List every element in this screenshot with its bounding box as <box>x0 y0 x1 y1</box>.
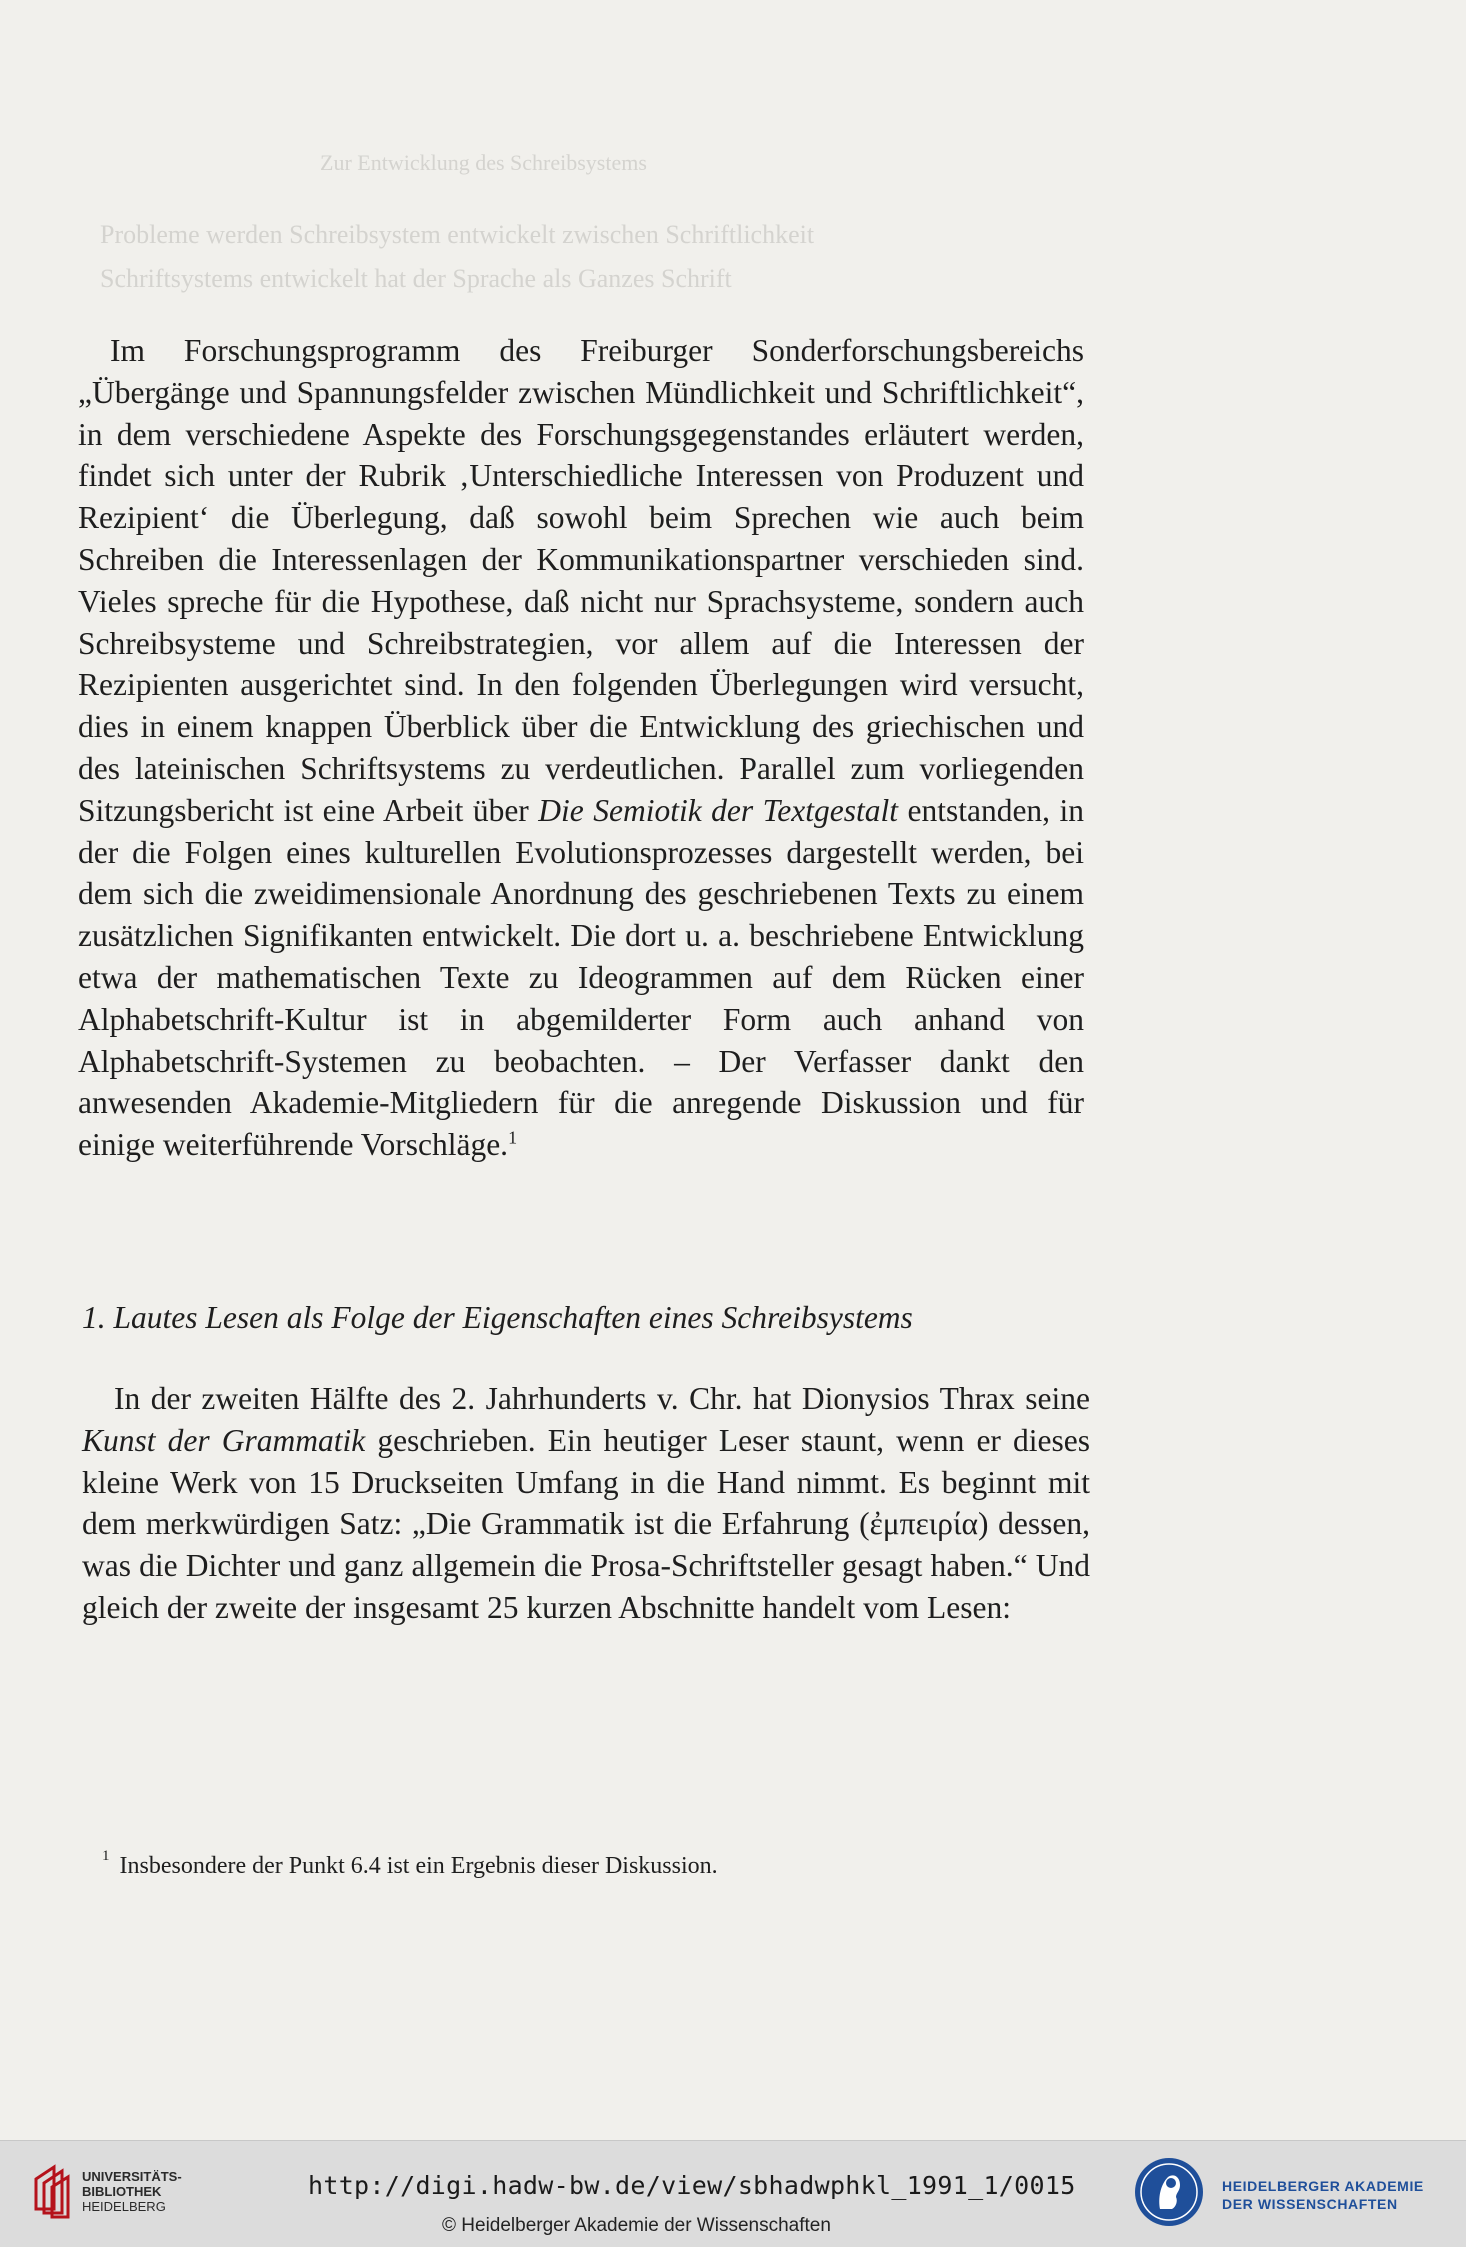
footnote-reference[interactable]: 1 <box>508 1127 518 1148</box>
footnote <box>102 1848 718 1880</box>
page-url-link[interactable]: http://digi.hadw-bw.de/view/sbhadwphkl_1991_1/0015 <box>308 2171 1076 2200</box>
bleed-through-header: Zur Entwicklung des Schreibsystems <box>320 150 647 175</box>
academy-name[interactable]: HEIDELBERGER AKADEMIE DER WISSENSCHAFTEN <box>1222 2178 1424 2212</box>
section-heading: 1. Lautes Lesen als Folge der Eigenschaften eines Schreibsystems <box>82 1300 913 1335</box>
book-title: Kunst der Grammatik <box>82 1422 366 1458</box>
paragraph-text: entstanden, in der die Folgen eines kulturellen Evolutionsprozesses dargestellt werden, bei dem sich die zweidimensionale Anordnung des geschriebenen Texts zu einem zusätzlichen Signifikanten entwickelt. Die dort u. a. beschriebene Entwicklung etwa der mathematischen Texte zu Ideogrammen auf dem Rücken einer Alphabetschrift-Kultur ist in abgemilderter Form auch anhand von Alphabetschrift-Systemen zu beobachten. – Der Verfasser dankt den anwesenden Akademie-Mitgliedern für die anregende Diskussion und für einige weiterführende Vorschläge. <box>78 792 1085 1163</box>
university-library-logo-icon[interactable] <box>32 2159 72 2219</box>
footnote-mark: 1 <box>102 1848 110 1864</box>
bleed-through-line: Probleme werden Schreibsystem entwickelt zwischen Schriftlichkeit <box>100 220 815 249</box>
copyright-notice: © Heidelberger Akademie der Wissenschaften <box>442 2215 831 2236</box>
academy-seal-icon[interactable] <box>1132 2155 1206 2229</box>
bleed-through-line: Schriftsystems entwickelt hat der Sprache als Ganzes Schrift <box>100 264 732 293</box>
university-library-name[interactable]: UNIVERSITÄTS- BIBLIOTHEK HEIDELBERG <box>82 2169 182 2214</box>
intro-paragraph <box>78 330 1084 1166</box>
paragraph-text: In der zweiten Hälfte des 2. Jahrhunderts v. Chr. hat Dionysios Thrax seine <box>114 1381 1090 1416</box>
footnote-text: Insbesondere der Punkt 6.4 ist ein Ergebnis dieser Diskussion. <box>119 1853 718 1879</box>
section-paragraph <box>82 1378 1090 1629</box>
viewer-footer-bar <box>0 2140 1466 2247</box>
paragraph-text: Im Forschungsprogramm des Freiburger Sonderforschungsbereichs „Übergänge und Spannungsfelder zwischen Mündlichkeit und Schriftlichkeit“, in dem verschiedene Aspekte des Forschungsgegenstandes erläutert werden, findet sich unter der Rubrik ‚Unterschiedliche Interessen von Produzent und Rezipient‘ die Überlegung, daß sowohl beim Sprechen wie auch beim Schreiben die Interessenlagen der Kommunikationspartner verschieden sind. Vieles spreche für die Hypothese, daß nicht nur Sprachsysteme, sondern auch Schreibsysteme und Schreibstrategien, vor allem auf die Interessen der Rezipienten ausgerichtet sind. In den folgenden Überlegungen wird versucht, dies in einem knappen Überblick über die Entwicklung des griechischen und des lateinischen Schriftsystems zu verdeutlichen. Parallel zum vorliegenden Sitzungsbericht ist eine Arbeit über <box>78 333 1084 828</box>
book-title: Die Semiotik der Textgestalt <box>538 792 898 828</box>
paragraph-text: geschrieben. Ein heutiger Leser staunt, wenn er dieses kleine Werk von 15 Druckseiten Umfang in die Hand nimmt. Es beginnt mit dem merkwürdigen Satz: „Die Grammatik ist die Erfahrung (ἐμπειρία) dessen, was die Dichter und ganz allgemein die Prosa-Schriftsteller gesagt haben.“ Und gleich der zweite der insgesamt 25 kurzen Abschnitte handelt vom Lesen: <box>82 1422 1091 1625</box>
